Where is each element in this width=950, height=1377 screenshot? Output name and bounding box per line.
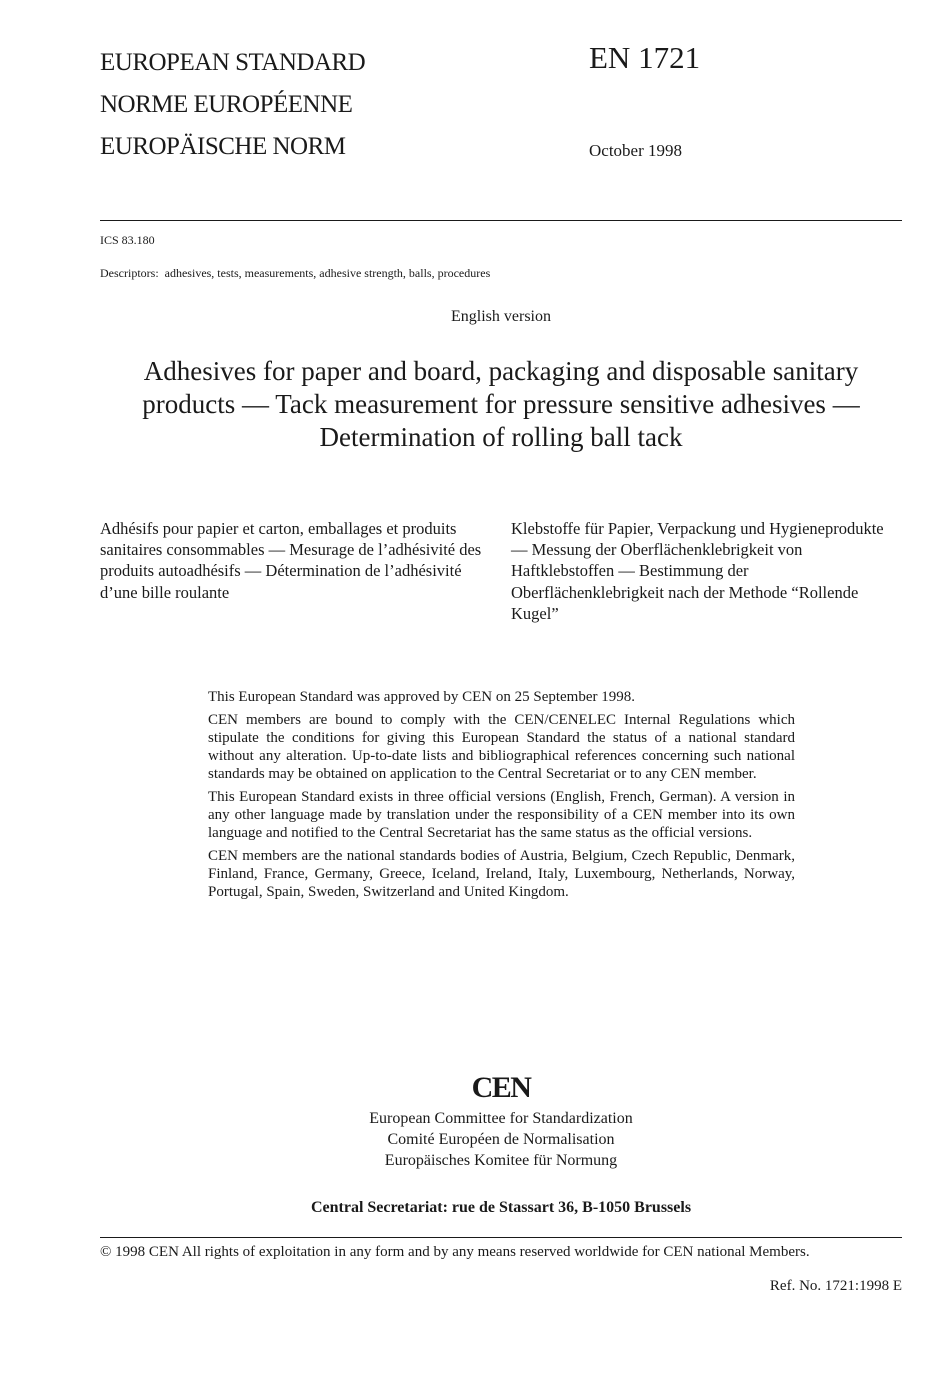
standard-name-german: EUROPÄISCHE NORM <box>100 133 346 160</box>
standard-name-english: EUROPEAN STANDARD <box>100 49 366 76</box>
descriptors-label: Descriptors: <box>100 266 159 280</box>
french-title: Adhésifs pour papier et carton, emballages et produits sanitaires consommables — Mesurage de l’adhésivité des produits autoadhésifs — Détermination de l’adhésivité d’une bille roulante <box>100 519 482 602</box>
title-line: Adhesives for paper and board, packaging and disposable sanitary <box>143 356 859 386</box>
committee-name-english: European Committee for Standardization <box>369 1110 633 1127</box>
title-line: products — Tack measurement for pressure sensitive adhesives — <box>142 389 860 419</box>
ics-code: ICS 83.180 <box>100 233 155 247</box>
approval-paragraph: CEN members are the national standards bodies of Austria, Belgium, Czech Republic, Denmark, Finland, France, Germany, Greece, Iceland, Ireland, Italy, Luxembourg, Netherlands, Norway, Portugal, Spain, Sweden, Switzerland and United Kingdom. <box>208 848 795 900</box>
language-version: English version <box>451 308 551 325</box>
title-line: Determination of rolling ball tack <box>319 422 683 452</box>
document-date: October 1998 <box>589 141 683 160</box>
document-number: EN 1721 <box>589 40 701 75</box>
footer-divider <box>100 1237 902 1238</box>
standard-name-french: NORME EUROPÉENNE <box>100 91 353 118</box>
copyright-notice: © 1998 CEN All rights of exploitation in any form and by any means reserved worldwide for CEN national Members. <box>100 1244 810 1260</box>
approval-statement <box>208 688 795 906</box>
reference-number: Ref. No. 1721:1998 E <box>769 1278 902 1294</box>
committee-name-french: Comité Européen de Normalisation <box>387 1131 615 1148</box>
committee-name-german: Europäisches Komitee für Normung <box>384 1152 618 1169</box>
approval-paragraph: This European Standard exists in three official versions (English, French, German). A version in any other language made by translation under the responsibility of a CEN member into its own language and notified to the Central Secretariat has the same status as the official versions. <box>208 789 795 841</box>
document-title <box>100 355 902 454</box>
header-divider <box>100 220 902 221</box>
approval-paragraph: This European Standard was approved by CEN on 25 September 1998. <box>208 689 635 705</box>
approval-paragraph: CEN members are bound to comply with the CEN/CENELEC Internal Regulations which stipulate the conditions for giving this European Standard the status of a national standard without any alteration. Up-to-date lists and bibliographical references concerning such national standards may be obtained on application to the Central Secretariat or to any CEN member. <box>208 712 795 782</box>
secretariat-address: Central Secretariat: rue de Stassart 36, B-1050 Brussels <box>310 1199 692 1216</box>
german-title: Klebstoffe für Papier, Verpackung und Hygieneprodukte — Messung der Oberflächenklebrigkeit von Haftklebstoffen — Bestimmung der Oberflächenklebrigkeit nach der Methode “Rollende Kugel” <box>511 519 884 623</box>
cen-logo: CEN <box>471 1071 531 1104</box>
descriptors-list: adhesives, tests, measurements, adhesive strength, balls, procedures <box>164 266 491 280</box>
descriptors-line <box>100 267 490 279</box>
